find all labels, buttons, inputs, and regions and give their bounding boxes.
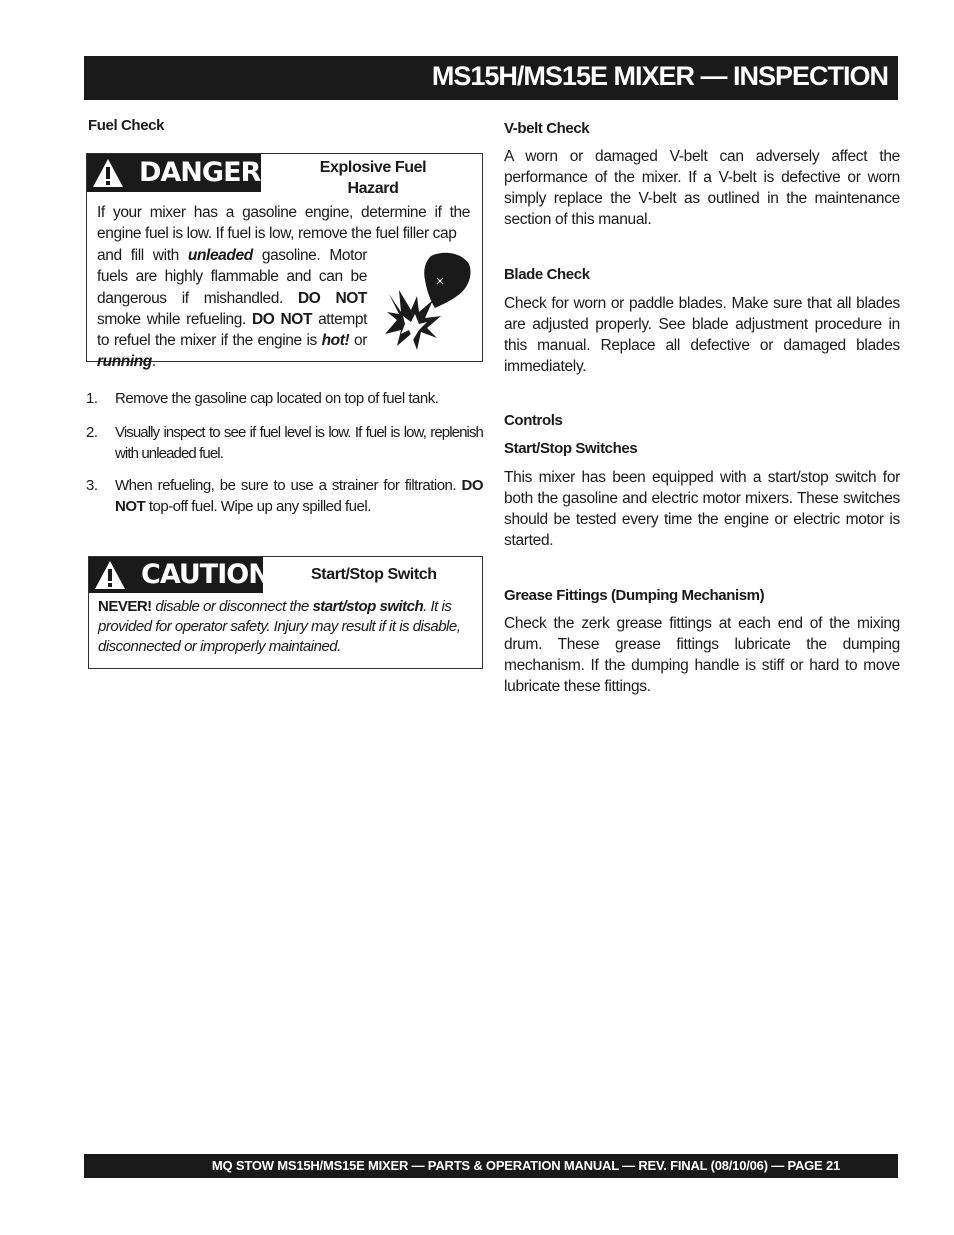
danger-signal-banner [87, 154, 261, 192]
danger-text-part: smoke while refueling. [97, 310, 252, 328]
danger-text-unleaded: unleaded [187, 247, 253, 264]
controls-heading: Controls [504, 412, 563, 429]
danger-text-do-not: DO NOT [297, 289, 367, 307]
danger-signal-word: DANGER [139, 157, 261, 188]
footer-text: MQ STOW MS15H/MS15E MIXER — PARTS & OPERATION MANUAL — REV. FINAL (08/10/06) — PAGE 21 [211, 1158, 840, 1173]
danger-box-title [287, 157, 459, 199]
caution-text-part: . It is provided for operator safety. Injury may result if it is disable, disconnected or improperly maintained. [98, 598, 461, 655]
warning-triangle-icon [94, 560, 126, 590]
vbelt-heading: V-belt Check [504, 120, 590, 137]
page-footer-bar [84, 1154, 898, 1178]
danger-title-line1: Explosive Fuel [319, 159, 427, 176]
switches-heading: Start/Stop Switches [504, 440, 638, 457]
danger-box [86, 153, 483, 371]
danger-text-part: and fill with [97, 247, 188, 264]
danger-text-part: . [151, 353, 156, 371]
danger-text-main [97, 245, 367, 373]
danger-text-part: attempt to refuel the mixer if the engine is [97, 310, 367, 350]
grease-heading: Grease Fittings (Dumping Mechanism) [504, 587, 765, 604]
page-title: MS15H/MS15E MIXER — INSPECTION [431, 61, 888, 91]
page-header-bar [84, 56, 898, 100]
switches-text: This mixer has been equipped with a start/stop switch for both the gasoline and electric motor mixers. These switches should be tested every time the engine or electric motor is started. [504, 469, 900, 549]
vbelt-text: A worn or damaged V-belt can adversely affect the performance of the mixer. If a V-belt is defective or worn simply replace the V-belt as outlined in the maintenance section of this manual. [504, 148, 900, 228]
caution-box [88, 556, 483, 669]
danger-text-do-not: DO NOT [251, 310, 313, 328]
danger-text-running: running [97, 353, 152, 371]
warning-triangle-icon [92, 158, 124, 188]
list-text: Visually inspect to see if fuel level is low. If fuel is low, replenish with unleaded fuel. [115, 424, 483, 462]
caution-start-stop-switch: start/stop switch [312, 598, 424, 615]
list-text: Remove the gasoline cap located on top of fuel tank. [115, 390, 439, 407]
caution-signal-banner [89, 557, 270, 593]
blade-heading: Blade Check [504, 266, 590, 283]
list-text-do-not: DO NOT [115, 477, 483, 515]
caution-text-part: disable or disconnect the [151, 598, 313, 615]
list-number: 3. [86, 477, 98, 494]
list-text-part: top-off fuel. Wipe up any spilled fuel. [145, 498, 371, 515]
caution-text [98, 597, 474, 657]
danger-title-line2: Hazard [347, 180, 399, 197]
caution-box-title: Start/Stop Switch [311, 566, 437, 583]
blade-text: Check for worn or paddle blades. Make sure that all blades are adjusted properly. See blade adjustment procedure in this manual. Replace all defective or damaged blades immediately. [504, 295, 900, 375]
danger-text-hot: hot! [321, 332, 350, 350]
caution-signal-word: CAUTION [141, 559, 270, 590]
danger-text-top: If your mixer has a gasoline engine, determine if the engine fuel is low. If fuel is low, remove the fuel filler cap [97, 204, 470, 243]
list-number: 1. [86, 390, 98, 407]
list-text-part: When refueling, be sure to use a strainer for filtration. [115, 477, 462, 494]
grease-text: Check the zerk grease fittings at each end of the mixing drum. These grease fittings lubricate the dumping mechanism. If the dumping handle is stiff or hard to move lubricate these fittings. [504, 615, 900, 695]
caution-never: NEVER! [98, 598, 152, 615]
danger-text-part: gasoline. Motor fuels are highly flammable and can be dangerous if mishandled. [97, 247, 367, 307]
danger-text-part: or [349, 332, 367, 350]
list-number: 2. [86, 424, 98, 441]
explosion-icon [383, 250, 473, 352]
list-text [115, 475, 483, 517]
fuel-check-heading: Fuel Check [88, 117, 165, 134]
